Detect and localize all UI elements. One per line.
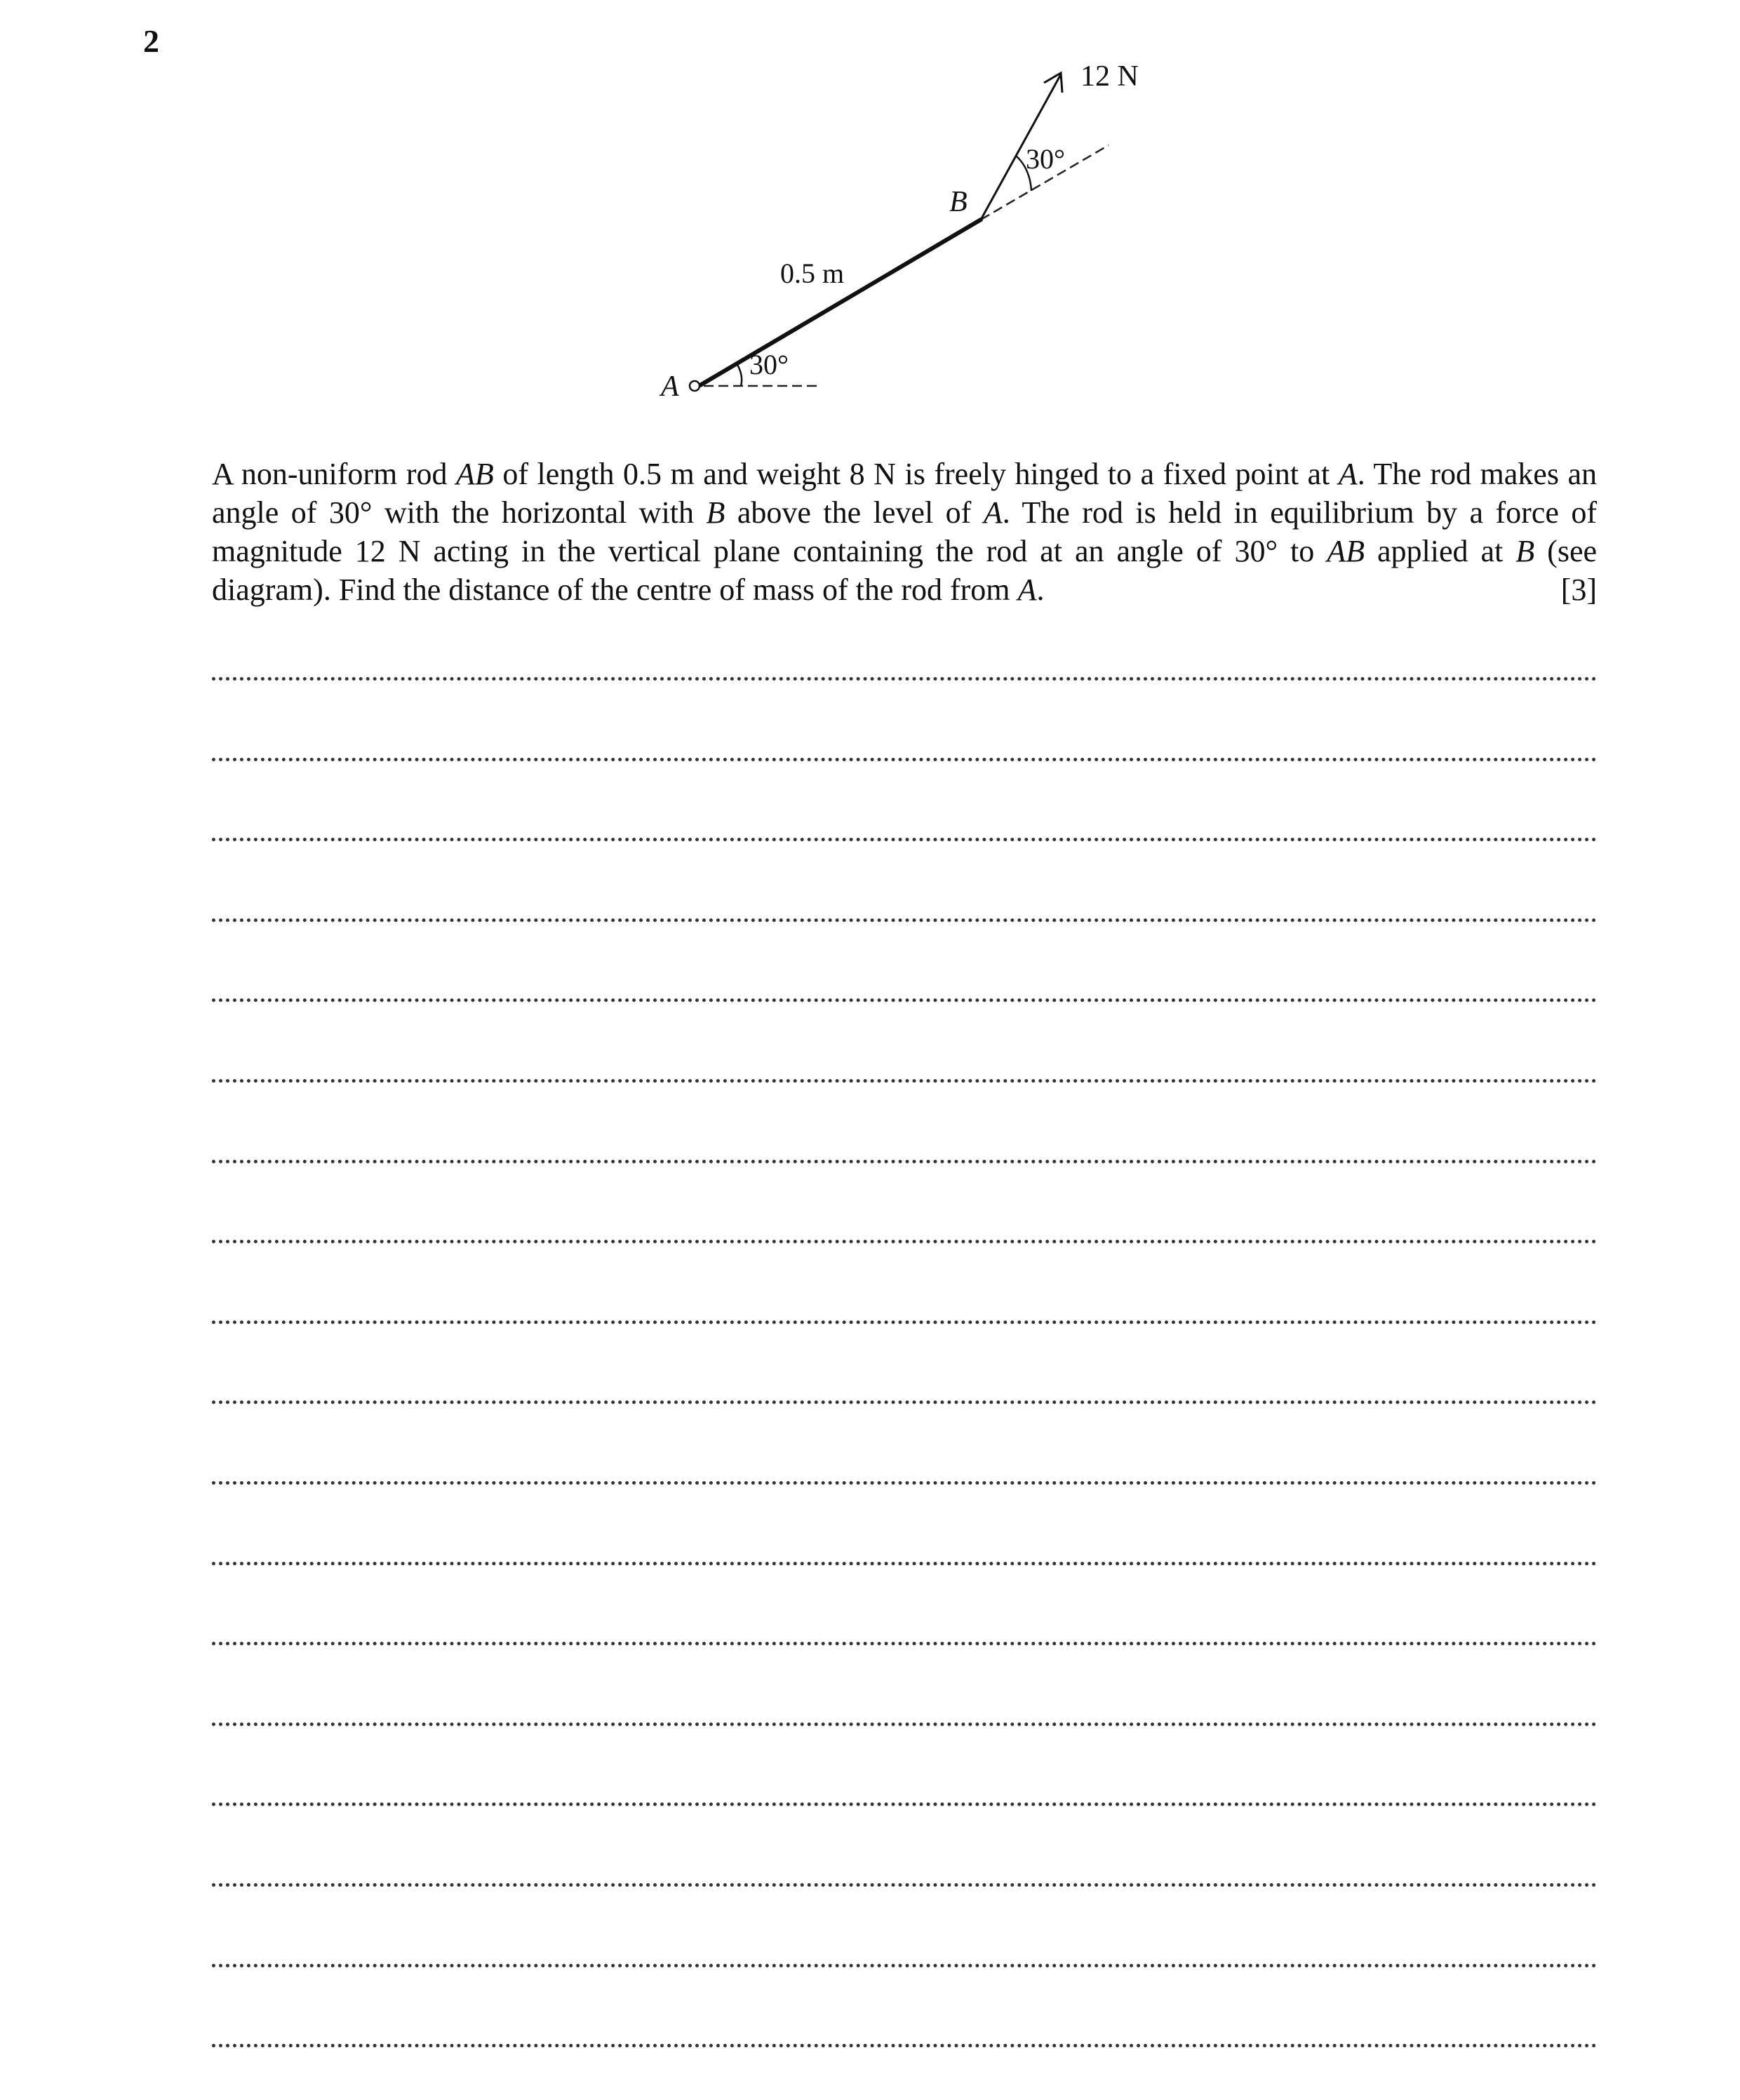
answer-line[interactable] bbox=[212, 677, 1597, 681]
answer-line[interactable] bbox=[212, 1240, 1597, 1243]
question-segment-italic: A bbox=[983, 495, 1003, 530]
force-label: 12 N bbox=[1080, 60, 1139, 93]
answer-line[interactable] bbox=[212, 1160, 1597, 1163]
page-number: 2 bbox=[143, 23, 159, 59]
question-segment: applied at bbox=[1365, 534, 1516, 568]
question-segment: above the level of bbox=[725, 495, 984, 530]
answer-line[interactable] bbox=[212, 1883, 1597, 1887]
question-segment: (see diagram). Find the distance of the centre of mass of the rod from bbox=[212, 534, 1597, 607]
question-segment-italic: AB bbox=[456, 457, 494, 491]
length-label: 0.5 m bbox=[780, 258, 845, 289]
answer-line[interactable] bbox=[212, 1320, 1597, 1324]
answer-line[interactable] bbox=[212, 758, 1597, 761]
question-segment: . The rod is held in equilibrium by a force of magnitude 12 N acting in the vertical plane containing the rod at an angle of 30° to bbox=[212, 495, 1597, 568]
point-a-label: A bbox=[661, 370, 679, 403]
answer-line[interactable] bbox=[212, 918, 1597, 922]
answer-line[interactable] bbox=[212, 2044, 1597, 2047]
answer-area[interactable] bbox=[212, 0, 1597, 2100]
question-segment-italic: AB bbox=[1327, 534, 1365, 568]
answer-line[interactable] bbox=[212, 998, 1597, 1002]
angle-label-at-b: 30° bbox=[1026, 143, 1065, 175]
question-segment-italic: A bbox=[1338, 457, 1358, 491]
answer-line[interactable] bbox=[212, 1723, 1597, 1726]
answer-line[interactable] bbox=[212, 1964, 1597, 1967]
angle-label-at-a: 30° bbox=[749, 349, 789, 380]
answer-line[interactable] bbox=[212, 1400, 1597, 1404]
answer-line[interactable] bbox=[212, 1642, 1597, 1645]
answer-line[interactable] bbox=[212, 1481, 1597, 1485]
question-segment: . bbox=[1036, 573, 1045, 607]
point-b-label: B bbox=[949, 186, 968, 218]
question-segment-italic: B bbox=[1515, 534, 1535, 568]
answer-line[interactable] bbox=[212, 1079, 1597, 1083]
answer-line[interactable] bbox=[212, 1562, 1597, 1565]
question-segment: of length 0.5 m and weight 8 N is freely hinged to a fixed point at bbox=[493, 457, 1339, 491]
answer-line[interactable] bbox=[212, 838, 1597, 841]
question-segment: . The rod makes an angle of 30° with the horizontal with bbox=[212, 457, 1598, 530]
question-segment-italic: A bbox=[1017, 573, 1037, 607]
question-segment-italic: B bbox=[706, 495, 725, 530]
answer-line[interactable] bbox=[212, 1803, 1597, 1806]
marks-allocation: [3] bbox=[1560, 573, 1597, 607]
question-segment: A non-uniform rod bbox=[212, 457, 457, 491]
